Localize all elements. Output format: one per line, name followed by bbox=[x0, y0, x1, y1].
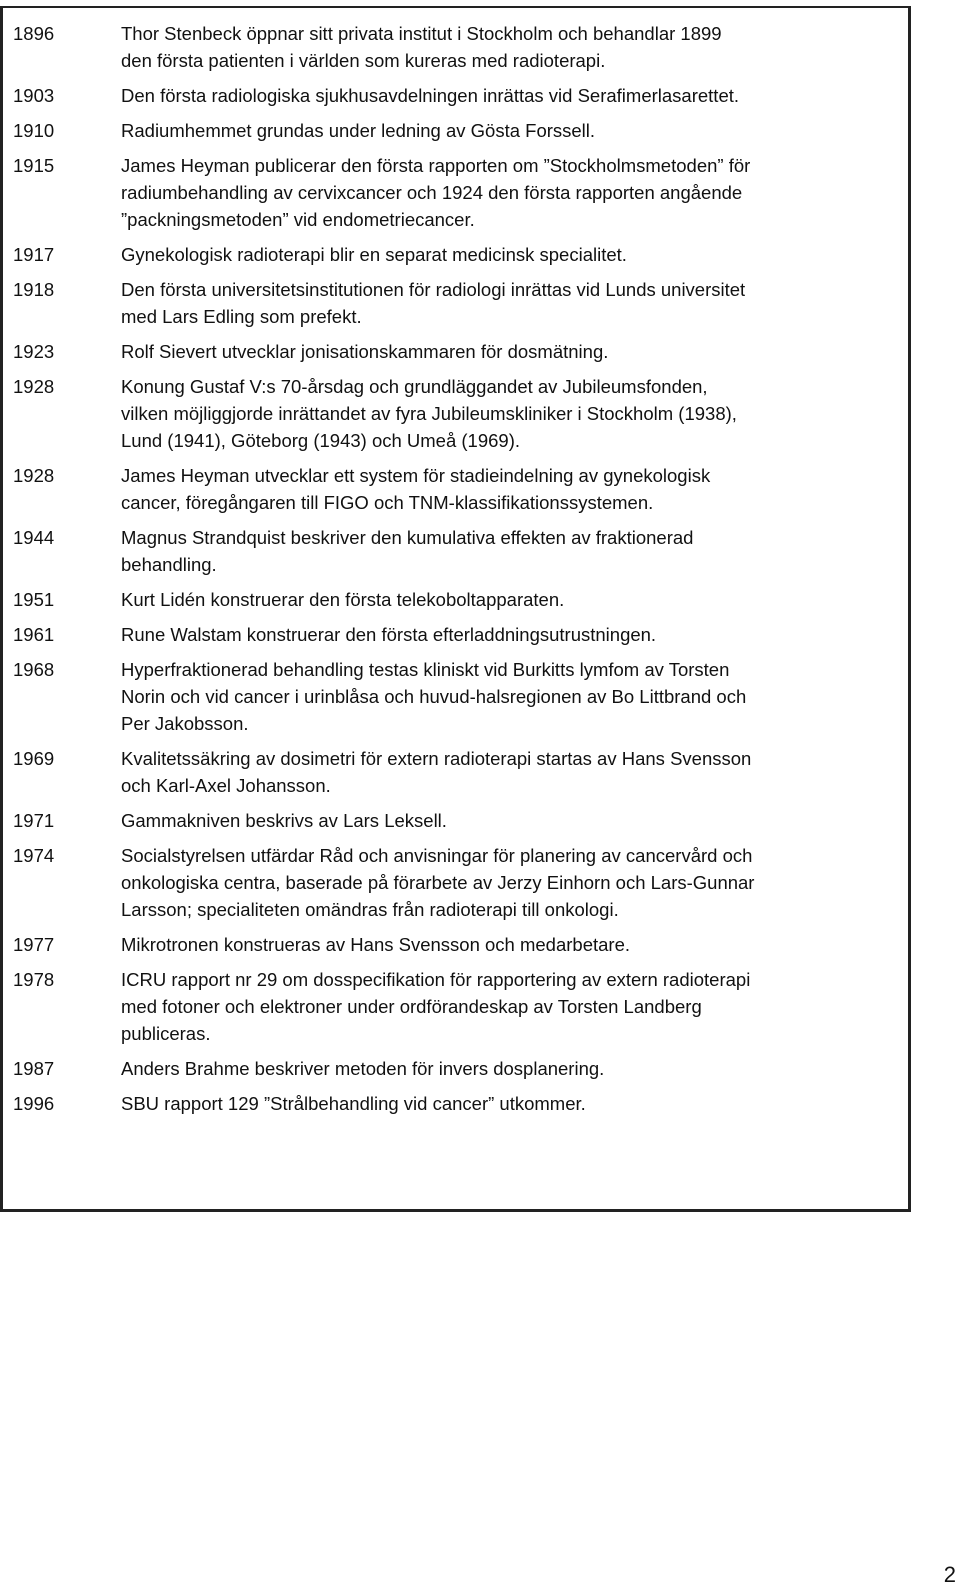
entry-year: 1928 bbox=[13, 465, 55, 486]
entry-year: 1903 bbox=[13, 85, 55, 106]
timeline-entry bbox=[13, 82, 903, 109]
entry-text: Thor Stenbeck öppnar sitt privata institut i Stockholm och behandlar 1899 den första patienten i världen som kureras med radioterapi. bbox=[121, 23, 722, 71]
timeline-entry bbox=[13, 276, 903, 330]
entry-text: Den första universitetsinstitutionen för radiologi inrättas vid Lunds universitet med Lars Edling som prefekt. bbox=[121, 279, 746, 327]
entry-year: 1969 bbox=[13, 748, 55, 769]
entry-year: 1910 bbox=[13, 120, 55, 141]
entry-text: James Heyman utvecklar ett system för stadieindelning av gynekologisk cancer, föregångaren till FIGO och TNM-klassifikationssystemen. bbox=[121, 465, 711, 513]
entry-year: 1918 bbox=[13, 279, 55, 300]
timeline-entry bbox=[13, 931, 903, 958]
timeline-entries bbox=[13, 20, 903, 1125]
timeline-entry bbox=[13, 20, 903, 74]
page-number: 2 bbox=[943, 1562, 956, 1587]
entry-text: Kurt Lidén konstruerar den första telekoboltapparaten. bbox=[121, 589, 565, 610]
timeline-entry bbox=[13, 117, 903, 144]
entry-year: 1987 bbox=[13, 1058, 55, 1079]
entry-text: James Heyman publicerar den första rapporten om ”Stockholmsmetoden” för radiumbehandling av cervixcancer och 1924 den första rapporten angående ”packningsmetoden” vid endometriecancer. bbox=[121, 155, 751, 230]
timeline-entry bbox=[13, 241, 903, 268]
entry-year: 1977 bbox=[13, 934, 55, 955]
entry-text: Rolf Sievert utvecklar jonisationskammaren för dosmätning. bbox=[121, 341, 609, 362]
timeline-entry bbox=[13, 338, 903, 365]
timeline-entry bbox=[13, 1055, 903, 1082]
timeline-table bbox=[0, 6, 911, 1212]
entry-year: 1968 bbox=[13, 659, 55, 680]
entry-text: Gammakniven beskrivs av Lars Leksell. bbox=[121, 810, 447, 831]
entry-year: 1961 bbox=[13, 624, 55, 645]
entry-text: ICRU rapport nr 29 om dosspecifikation för rapportering av extern radioterapi med fotoner och elektroner under ordförandeskap av Torsten Landberg publiceras. bbox=[121, 969, 751, 1044]
timeline-entry bbox=[13, 1090, 903, 1117]
timeline-entry bbox=[13, 842, 903, 923]
entry-text: Den första radiologiska sjukhusavdelningen inrättas vid Serafimerlasarettet. bbox=[121, 85, 740, 106]
entry-year: 1996 bbox=[13, 1093, 55, 1114]
timeline-entry bbox=[13, 373, 903, 454]
timeline-entry bbox=[13, 745, 903, 799]
timeline-entry bbox=[13, 524, 903, 578]
entry-text: Kvalitetssäkring av dosimetri för extern radioterapi startas av Hans Svensson och Karl-Axel Johansson. bbox=[121, 748, 752, 796]
entry-text: Mikrotronen konstrueras av Hans Svensson och medarbetare. bbox=[121, 934, 631, 955]
entry-text: SBU rapport 129 ”Strålbehandling vid cancer” utkommer. bbox=[121, 1093, 586, 1114]
entry-year: 1915 bbox=[13, 155, 55, 176]
entry-year: 1923 bbox=[13, 341, 55, 362]
entry-text: Gynekologisk radioterapi blir en separat medicinsk specialitet. bbox=[121, 244, 627, 265]
entry-year: 1974 bbox=[13, 845, 55, 866]
entry-year: 1951 bbox=[13, 589, 55, 610]
timeline-entry bbox=[13, 152, 903, 233]
entry-text: Magnus Strandquist beskriver den kumulativa effekten av fraktionerad behandling. bbox=[121, 527, 694, 575]
entry-text: Anders Brahme beskriver metoden för invers dosplanering. bbox=[121, 1058, 605, 1079]
timeline-entry bbox=[13, 462, 903, 516]
entry-year: 1944 bbox=[13, 527, 55, 548]
entry-year: 1978 bbox=[13, 969, 55, 990]
entry-year: 1896 bbox=[13, 23, 55, 44]
entry-year: 1971 bbox=[13, 810, 55, 831]
entry-text: Konung Gustaf V:s 70-årsdag och grundläggandet av Jubileumsfonden, vilken möjliggjorde inrättandet av fyra Jubileumskliniker i Stockholm (1938), Lund (1941), Göteborg (1943) och Umeå (1969). bbox=[121, 376, 737, 451]
entry-text: Socialstyrelsen utfärdar Råd och anvisningar för planering av cancervård och onkologiska centra, baserade på förarbete av Jerzy Einhorn och Lars-Gunnar Larsson; specialiteten omändras från radioterapi till onkologi. bbox=[121, 845, 755, 920]
entry-text: Hyperfraktionerad behandling testas kliniskt vid Burkitts lymfom av Torsten Norin och vid cancer i urinblåsa och huvud-halsregionen av Bo Littbrand och Per Jakobsson. bbox=[121, 659, 747, 734]
entry-year: 1928 bbox=[13, 376, 55, 397]
timeline-entry bbox=[13, 966, 903, 1047]
entry-year: 1917 bbox=[13, 244, 55, 265]
timeline-entry bbox=[13, 656, 903, 737]
timeline-entry bbox=[13, 621, 903, 648]
timeline-entry bbox=[13, 586, 903, 613]
entry-text: Rune Walstam konstruerar den första efterladdningsutrustningen. bbox=[121, 624, 657, 645]
timeline-entry bbox=[13, 807, 903, 834]
entry-text: Radiumhemmet grundas under ledning av Gösta Forssell. bbox=[121, 120, 596, 141]
